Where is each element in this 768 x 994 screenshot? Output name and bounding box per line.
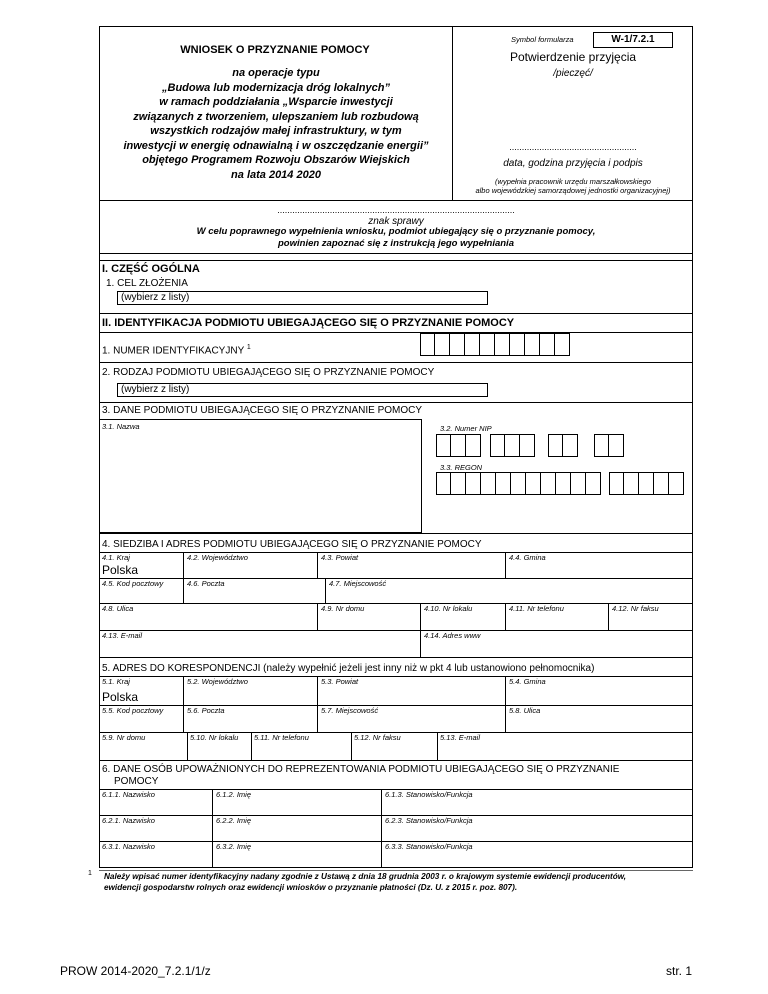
subtitle-line: związanych z tworzeniem, ulepszaniem lub rozbudową bbox=[133, 110, 419, 123]
s4-v5 bbox=[325, 578, 326, 603]
f4-14: 4.14. Adres www bbox=[424, 631, 481, 640]
f4-7: 4.7. Miejscowość bbox=[329, 579, 387, 588]
form-subtitle bbox=[104, 66, 448, 182]
subtitle-line: na lata 2014 2020 bbox=[231, 168, 321, 181]
subtitle-line: inwestycji w energię odnawialną i w oszczędzanie energii” bbox=[123, 139, 429, 152]
f5-12: 5.12. Nr faksu bbox=[354, 733, 401, 742]
footnote-line-1: Należy wpisać numer identyfikacyjny nadany zgodnie z Ustawą z dnia 18 grudnia 2003 r. o krajowym systemie ewidencji producentów, bbox=[104, 872, 627, 881]
footnote-ref: 1 bbox=[246, 344, 251, 351]
s4-line-3 bbox=[99, 603, 693, 604]
f4-6: 4.6. Poczta bbox=[187, 579, 225, 588]
s5-country-value[interactable]: Polska bbox=[102, 690, 139, 704]
receipt-title: Potwierdzenie przyjęcia bbox=[509, 50, 637, 64]
s5-v2 bbox=[317, 676, 318, 705]
nip-boxes-c[interactable] bbox=[548, 434, 578, 457]
s6-label-1: 6. DANE OSÓB UPOWAŻNIONYCH DO REPREZENTOWANIA PODMIOTU UBIEGAJĄCEGO SIĘ O PRZYZNANIE bbox=[102, 764, 620, 775]
nip-label: 3.2. Numer NIP bbox=[440, 424, 492, 433]
s1-label: 1. NUMER IDENTYFIKACYJNY $^1$ bbox=[102, 344, 251, 357]
f4-2: 4.2. Województwo bbox=[187, 553, 248, 562]
rodzaj-podmiotu-select[interactable]: (wybierz z listy) bbox=[117, 383, 488, 397]
f4-8: 4.8. Ulica bbox=[102, 604, 134, 613]
nip-boxes-a[interactable] bbox=[436, 434, 481, 457]
s5-v7 bbox=[187, 732, 188, 760]
f4-4: 4.4. Gmina bbox=[509, 553, 546, 562]
f5-1: 5.1. Kraj bbox=[102, 677, 130, 686]
sign-dots: ................................................... bbox=[509, 142, 637, 152]
s4-v9 bbox=[608, 603, 609, 630]
subtitle-line: wszystkich rodzajów małej infrastruktury, w tym bbox=[150, 125, 402, 137]
f5-11: 5.11. Nr telefonu bbox=[254, 733, 309, 742]
s1-bottom-line bbox=[99, 362, 693, 363]
cel-zlozenia-select[interactable]: (wybierz z listy) bbox=[117, 291, 488, 305]
form-title: WNIOSEK O PRZYZNANIE POMOCY bbox=[180, 44, 370, 56]
sign-label: data, godzina przyjęcia i podpis bbox=[503, 158, 643, 169]
part1-top-line bbox=[99, 260, 693, 261]
header-divider bbox=[452, 26, 453, 200]
s5-v1 bbox=[183, 676, 184, 705]
f5-2: 5.2. Województwo bbox=[187, 677, 248, 686]
part1-item1: 1. CEL ZŁOŻENIA bbox=[106, 278, 188, 289]
s6-v1 bbox=[212, 789, 213, 868]
f6-2-1: 6.2.1. Nazwisko bbox=[102, 816, 155, 825]
s4-v8 bbox=[505, 603, 506, 630]
case-note-2: powinien zapoznać się z instrukcją jego wypełniania bbox=[278, 238, 514, 249]
s5-v8 bbox=[251, 732, 252, 760]
f6-3-3: 6.3.3. Stanowisko/Funkcja bbox=[385, 842, 473, 851]
f5-6: 5.6. Poczta bbox=[187, 706, 225, 715]
s5-v6 bbox=[505, 705, 506, 732]
nip-boxes-b[interactable] bbox=[490, 434, 535, 457]
s5-v9 bbox=[351, 732, 352, 760]
s5-v3 bbox=[505, 676, 506, 705]
s4-v2 bbox=[317, 552, 318, 578]
case-dots: ............................................................................................... bbox=[277, 205, 515, 215]
f5-4: 5.4. Gmina bbox=[509, 677, 546, 686]
subtitle-line: objętego Programem Rozwoju Obszarów Wiejskich bbox=[142, 154, 410, 166]
s4-v6 bbox=[317, 603, 318, 630]
f5-9: 5.9. Nr domu bbox=[102, 733, 146, 742]
s4-v4 bbox=[183, 578, 184, 603]
stamp-label: /pieczęć/ bbox=[553, 68, 593, 79]
s2-bottom-line bbox=[99, 402, 693, 403]
f5-8: 5.8. Ulica bbox=[509, 706, 541, 715]
part2-title: II. IDENTYFIKACJA PODMIOTU UBIEGAJĄCEGO SIĘ O PRZYZNANIE POMOCY bbox=[102, 317, 515, 329]
f4-1: 4.1. Kraj bbox=[102, 553, 130, 562]
f6-1-1: 6.1.1. Nazwisko bbox=[102, 790, 155, 799]
f5-13: 5.13. E-mail bbox=[440, 733, 481, 742]
sign-note-1: (wypełnia pracownik urzędu marszałkowskiego bbox=[495, 177, 651, 186]
footnote-rule bbox=[99, 870, 693, 871]
f5-3: 5.3. Powiat bbox=[321, 677, 359, 686]
nip-boxes-d[interactable] bbox=[594, 434, 624, 457]
f4-11: 4.11. Nr telefonu bbox=[509, 604, 564, 613]
s4-v10 bbox=[420, 630, 421, 657]
f4-5: 4.5. Kod pocztowy bbox=[102, 579, 164, 588]
case-bottom-line bbox=[99, 253, 693, 254]
footnote-line-2: ewidencji gospodarstw rolnych oraz ewidencji wniosków o przyznanie płatności (Dz. U. z 2015 r. poz. 807). bbox=[104, 883, 518, 892]
s4-v3 bbox=[505, 552, 506, 578]
s4-line-5 bbox=[99, 657, 693, 658]
part2-top-line bbox=[99, 313, 693, 314]
s6-v2 bbox=[381, 789, 382, 868]
s5-v5 bbox=[317, 705, 318, 732]
regon-boxes-a[interactable] bbox=[436, 472, 601, 495]
f6-2-3: 6.2.3. Stanowisko/Funkcja bbox=[385, 816, 473, 825]
s4-label: 4. SIEDZIBA I ADRES PODMIOTU UBIEGAJĄCEGO SIĘ O PRZYZNANIE POMOCY bbox=[102, 539, 482, 550]
subtitle-line: „Budowa lub modernizacja dróg lokalnych” bbox=[162, 81, 390, 94]
s4-line-4 bbox=[99, 630, 693, 631]
s4-v7 bbox=[420, 603, 421, 630]
f6-3-2: 6.3.2. Imię bbox=[216, 842, 252, 851]
s4-v1 bbox=[183, 552, 184, 578]
f4-3: 4.3. Powiat bbox=[321, 553, 359, 562]
part1-title: I. CZĘŚĆ OGÓLNA bbox=[102, 263, 200, 275]
f4-12: 4.12. Nr faksu bbox=[612, 604, 659, 613]
f5-7: 5.7. Miejscowość bbox=[321, 706, 379, 715]
s5-label: 5. ADRES DO KORESPONDENCJI (należy wypełnić jeżeli jest inny niż w pkt 4 lub ustanowiono pełnomocnika) bbox=[102, 663, 595, 674]
f4-10: 4.10. Nr lokalu bbox=[424, 604, 473, 613]
f5-5: 5.5. Kod pocztowy bbox=[102, 706, 164, 715]
footnote-mark: 1 bbox=[88, 870, 92, 877]
f5-10: 5.10. Nr lokalu bbox=[190, 733, 239, 742]
id-number-boxes[interactable] bbox=[420, 333, 570, 356]
s4-top-line bbox=[99, 533, 693, 534]
case-label: znak sprawy bbox=[368, 216, 424, 227]
regon-label: 3.3. REGON bbox=[440, 463, 483, 472]
s5-v4 bbox=[183, 705, 184, 732]
f6-3-1: 6.3.1. Nazwisko bbox=[102, 842, 155, 851]
s5-v10 bbox=[437, 732, 438, 760]
header-bottom-line bbox=[99, 200, 693, 201]
name-field[interactable] bbox=[99, 419, 422, 533]
s6-label-2: POMOCY bbox=[114, 776, 159, 787]
form-code: PROW 2014-2020_7.2.1/1/z bbox=[60, 964, 211, 978]
part2-title-line bbox=[99, 332, 693, 333]
f6-1-2: 6.1.2. Imię bbox=[216, 790, 252, 799]
s5-line-4 bbox=[99, 760, 693, 761]
f4-9: 4.9. Nr domu bbox=[321, 604, 365, 613]
s2-label: 2. RODZAJ PODMIOTU UBIEGAJĄCEGO SIĘ O PRZYZNANIE POMOCY bbox=[102, 367, 435, 378]
name-label: 3.1. Nazwa bbox=[102, 422, 140, 431]
f6-2-2: 6.2.2. Imię bbox=[216, 816, 252, 825]
f4-13: 4.13. E-mail bbox=[102, 631, 143, 640]
f6-1-3: 6.1.3. Stanowisko/Funkcja bbox=[385, 790, 473, 799]
regon-boxes-b[interactable] bbox=[609, 472, 684, 495]
s4-country-value[interactable]: Polska bbox=[102, 563, 139, 577]
page-number: str. 1 bbox=[666, 964, 693, 978]
subtitle-line: na operacje typu bbox=[232, 67, 320, 79]
s3-label: 3. DANE PODMIOTU UBIEGAJĄCEGO SIĘ O PRZYZNANIE POMOCY bbox=[102, 405, 423, 416]
sign-note-2: albo wojewódzkiej samorządowej jednostki organizacyjnej) bbox=[475, 186, 671, 195]
case-note-1: W celu poprawnego wypełnienia wniosku, podmiot ubiegający się o przyznanie pomocy, bbox=[196, 226, 596, 237]
form-symbol: W-1/7.2.1 bbox=[593, 32, 673, 48]
subtitle-line: w ramach poddziałania „Wsparcie inwestycji bbox=[159, 96, 393, 108]
form-symbol-label: Symbol formularza bbox=[511, 35, 574, 44]
